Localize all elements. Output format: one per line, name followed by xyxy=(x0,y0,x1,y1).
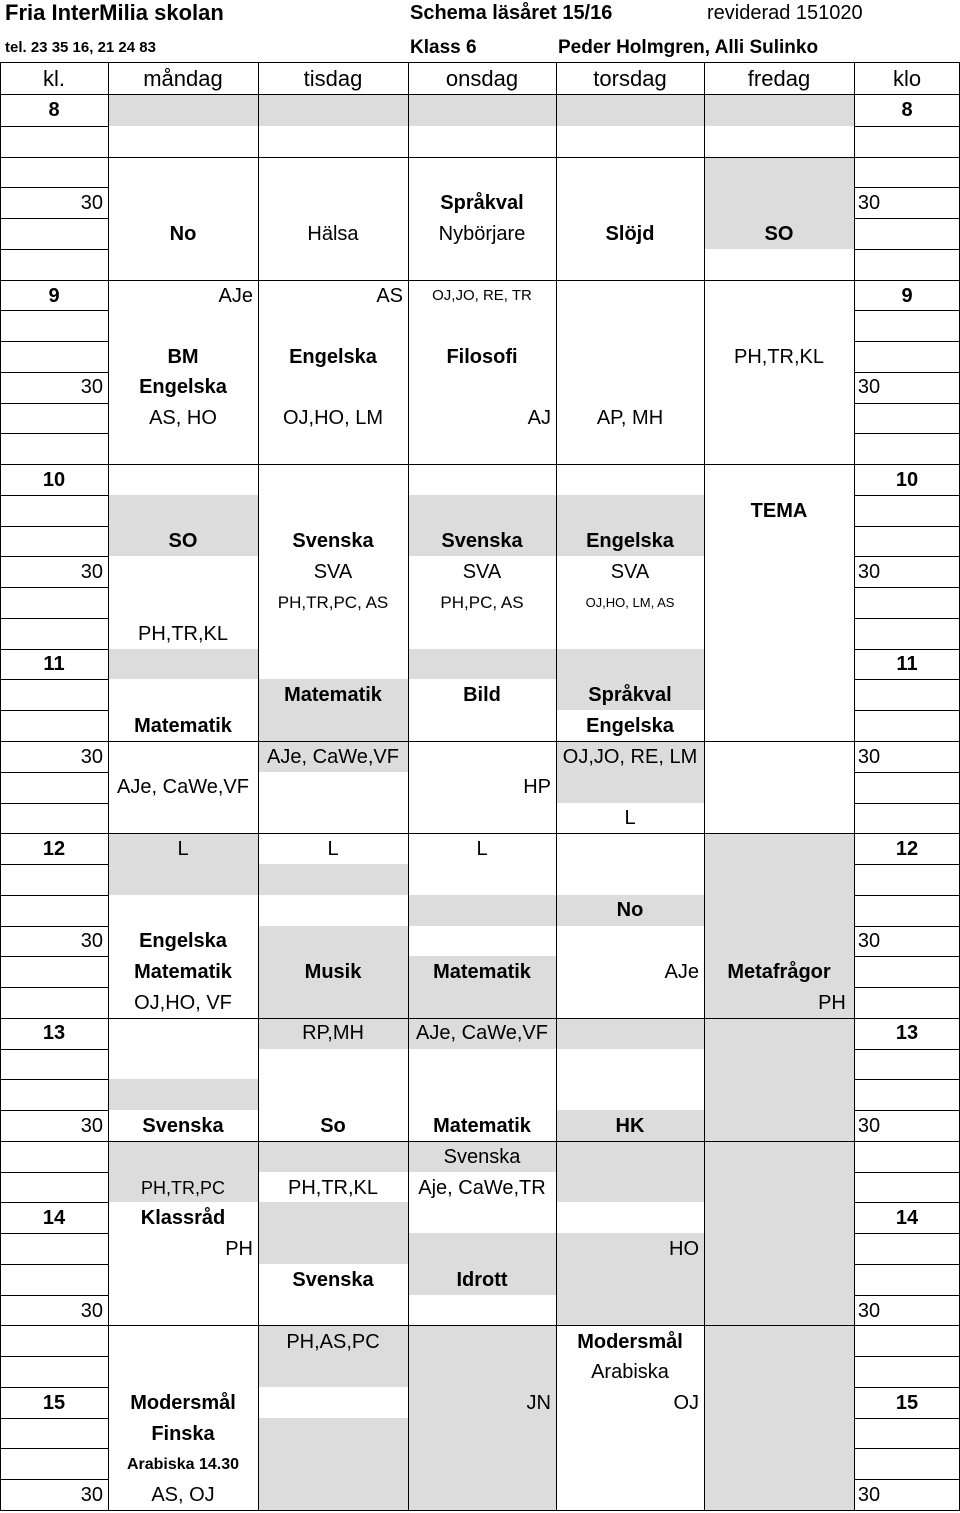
grid-line-h xyxy=(854,403,960,404)
time-1030-right: 30 xyxy=(857,561,881,583)
time-1430-right: 30 xyxy=(857,1300,881,1322)
time-12-right: 12 xyxy=(895,838,919,860)
cell-mon-so: SO xyxy=(168,530,198,552)
grid-line-h xyxy=(0,1510,960,1511)
shaded-block xyxy=(408,1325,556,1387)
grid-line-h xyxy=(0,157,108,158)
grid-line-h xyxy=(0,987,108,988)
grid-line-h xyxy=(854,433,960,434)
time-13-left: 13 xyxy=(42,1022,66,1044)
shaded-block xyxy=(556,1264,704,1325)
grid-line-h xyxy=(0,218,108,219)
schedule-title: Schema läsåret 15/16 xyxy=(410,2,613,24)
phone-number: tel. 23 35 16, 21 24 83 xyxy=(5,39,156,56)
cell-wed-bild: Bild xyxy=(463,684,501,706)
grid-line-h xyxy=(0,341,108,342)
grid-line-h xyxy=(0,495,108,496)
cell-mon-svenska: Svenska xyxy=(142,1115,224,1137)
col-header-wednesday: onsdag xyxy=(445,66,519,91)
time-9-right: 9 xyxy=(901,285,913,307)
shaded-block xyxy=(258,1202,408,1264)
grid-line-h xyxy=(854,1356,960,1357)
cell-mon-klassrad: Klassråd xyxy=(140,1207,226,1229)
grid-line-h xyxy=(108,464,854,465)
col-header-klo: klo xyxy=(892,66,922,91)
grid-line-h xyxy=(854,679,960,680)
cell-tue-sva: SVA xyxy=(313,561,353,583)
cell-wed-aj: AJ xyxy=(527,407,551,429)
grid-line-h xyxy=(0,895,108,896)
grid-line-h xyxy=(0,526,108,527)
cell-thu-slojd: Slöjd xyxy=(605,223,655,245)
grid-line-h xyxy=(0,1172,108,1173)
cell-mon-matematik2: Matematik xyxy=(134,961,232,983)
cell-tue-svenska: Svenska xyxy=(292,530,374,552)
cell-mon-phtrpc: PH,TR,PC xyxy=(140,1178,225,1198)
grid-line-h xyxy=(0,433,108,434)
cell-wed-ajecawevf: AJe, CaWe,VF xyxy=(416,1022,548,1044)
cell-mon-ajecawevf: AJe, CaWe,VF xyxy=(117,776,249,798)
grid-line-h xyxy=(854,495,960,496)
grid-line-h xyxy=(854,1448,960,1449)
grid-line-h xyxy=(854,1172,960,1173)
cell-thu-sprakval: Språkval xyxy=(588,684,672,706)
cell-tue-rpmh: RP,MH xyxy=(302,1022,364,1044)
cell-mon-phtrkl: PH,TR,KL xyxy=(137,623,229,645)
grid-line-v xyxy=(0,62,1,1510)
time-14-right: 14 xyxy=(895,1207,919,1229)
grid-line-h xyxy=(854,1418,960,1419)
cell-wed-jn: JN xyxy=(526,1392,551,1414)
grid-line-h xyxy=(0,126,108,127)
time-11-left: 11 xyxy=(43,653,65,675)
col-header-friday: fredag xyxy=(747,66,811,91)
cell-thu-engelska2: Engelska xyxy=(586,715,674,737)
time-8-left: 8 xyxy=(48,99,60,121)
grid-line-h xyxy=(854,772,960,773)
cell-mon-arabiska: Arabiska 14.30 xyxy=(126,1456,240,1473)
cell-mon-modersmal: Modersmål xyxy=(130,1392,236,1414)
cell-mon-no: No xyxy=(169,223,197,245)
grid-line-h xyxy=(854,1233,960,1234)
cell-tue-ajecawevf: AJe, CaWe,VF xyxy=(267,746,399,768)
cell-wed-ajecawetr: Aje, CaWe,TR xyxy=(418,1177,546,1199)
grid-line-h xyxy=(0,62,960,63)
time-1230-left: 30 xyxy=(80,930,103,952)
cell-tue-phaspc: PH,AS,PC xyxy=(286,1331,380,1353)
cell-wed-phpcas: PH,PC, AS xyxy=(440,593,524,612)
col-header-monday: måndag xyxy=(143,66,223,91)
cell-fri-phtrkl: PH,TR,KL xyxy=(733,346,825,368)
grid-line-h xyxy=(854,218,960,219)
time-10-left: 10 xyxy=(42,469,66,491)
time-830-left: 30 xyxy=(80,192,103,214)
shaded-block xyxy=(108,95,854,126)
grid-line-h xyxy=(0,587,108,588)
cell-mon-bm: BM xyxy=(167,346,199,368)
cell-tue-ojholm: OJ,HO, LM xyxy=(282,407,383,429)
grid-line-h xyxy=(0,710,108,711)
shaded-block xyxy=(108,1079,258,1110)
col-header-kl: kl. xyxy=(43,66,65,91)
grid-line-h xyxy=(0,403,108,404)
cell-tue-as: AS xyxy=(376,285,403,307)
cell-wed-ojjo: OJ,JO, RE, TR xyxy=(432,287,532,304)
cell-tue-l: L xyxy=(327,838,339,860)
time-1530-right: 30 xyxy=(857,1484,881,1506)
grid-line-h xyxy=(0,772,108,773)
cell-thu-no: No xyxy=(616,899,644,921)
grid-line-h xyxy=(0,679,108,680)
cell-thu-sva: SVA xyxy=(610,561,650,583)
grid-line-h xyxy=(854,895,960,896)
grid-line-h xyxy=(108,157,854,158)
cell-thu-arabiska: Arabiska xyxy=(591,1361,669,1383)
shaded-block xyxy=(408,895,556,926)
time-1330-right: 30 xyxy=(857,1115,881,1137)
grid-line-h xyxy=(854,1049,960,1050)
school-name: Fria InterMilia skolan xyxy=(5,0,224,25)
cell-wed-matematik2: Matematik xyxy=(433,1115,531,1137)
grid-line-h xyxy=(854,526,960,527)
grid-line-h xyxy=(854,803,960,804)
cell-wed-idrott: Idrott xyxy=(456,1269,508,1291)
grid-line-h xyxy=(0,1264,108,1265)
cell-wed-svenska2: Svenska xyxy=(443,1146,521,1168)
cell-mon-matematik: Matematik xyxy=(134,715,232,737)
cell-wed-svenska: Svenska xyxy=(441,530,523,552)
cell-wed-nyborjare: Nybörjare xyxy=(438,223,526,245)
grid-line-h xyxy=(0,1049,108,1050)
cell-thu-modersmal: Modersmål xyxy=(577,1331,683,1353)
cell-wed-hp: HP xyxy=(523,776,551,798)
cell-fri-so: SO xyxy=(764,223,794,245)
grid-line-h xyxy=(0,618,108,619)
grid-line-h xyxy=(0,803,108,804)
cell-wed-filosofi: Filosofi xyxy=(446,346,518,368)
cell-tue-svenska2: Svenska xyxy=(292,1269,374,1291)
cell-thu-aje: AJe xyxy=(664,961,699,983)
teacher-names: Peder Holmgren, Alli Sulinko xyxy=(558,37,819,58)
cell-tue-phtrpcas: PH,TR,PC, AS xyxy=(277,593,389,612)
time-1230-right: 30 xyxy=(857,930,881,952)
time-1130-left: 30 xyxy=(80,746,103,768)
grid-line-h xyxy=(108,741,854,742)
grid-line-h xyxy=(108,1325,854,1326)
grid-line-v xyxy=(854,62,855,1510)
grid-line-h xyxy=(854,1079,960,1080)
time-1430-left: 30 xyxy=(80,1300,103,1322)
time-930-right: 30 xyxy=(857,376,881,398)
grid-line-h xyxy=(854,618,960,619)
cell-thu-ho: HO xyxy=(669,1238,699,1260)
cell-mon-asoj: AS, OJ xyxy=(151,1484,215,1506)
time-1530-left: 30 xyxy=(80,1484,103,1506)
cell-thu-ojholmas: OJ,HO, LM, AS xyxy=(585,595,675,610)
cell-fri-ph: PH xyxy=(818,992,846,1014)
cell-thu-hk: HK xyxy=(615,1115,645,1137)
grid-line-h xyxy=(0,1079,108,1080)
cell-mon-ojhovf: OJ,HO, VF xyxy=(134,992,232,1014)
cell-wed-matematik: Matematik xyxy=(433,961,531,983)
time-1330-left: 30 xyxy=(80,1115,103,1137)
time-830-right: 30 xyxy=(857,192,881,214)
time-15-left: 15 xyxy=(42,1392,66,1414)
time-11-right: 11 xyxy=(896,653,918,675)
grid-line-h xyxy=(0,1448,108,1449)
grid-line-h xyxy=(854,1141,960,1142)
cell-tue-halsa: Hälsa xyxy=(307,223,359,245)
shaded-block xyxy=(258,1418,408,1510)
cell-thu-l: L xyxy=(624,807,636,829)
cell-mon-ph: PH xyxy=(225,1238,253,1260)
grid-line-h xyxy=(854,710,960,711)
col-header-tuesday: tisdag xyxy=(303,66,363,91)
cell-thu-engelska: Engelska xyxy=(586,530,674,552)
grid-line-h xyxy=(854,126,960,127)
grid-line-h xyxy=(854,587,960,588)
grid-line-h xyxy=(0,94,960,95)
time-14-left: 14 xyxy=(42,1207,66,1229)
cell-thu-apmh: AP, MH xyxy=(596,407,664,429)
revision-date: reviderad 151020 xyxy=(707,2,863,24)
time-9-left: 9 xyxy=(48,285,60,307)
cell-mon-l: L xyxy=(177,838,189,860)
cell-mon-aje: AJe xyxy=(218,285,253,307)
cell-thu-ojjorelm: OJ,JO, RE, LM xyxy=(562,746,698,768)
cell-tue-so: So xyxy=(320,1115,346,1137)
time-13-right: 13 xyxy=(895,1022,919,1044)
grid-line-h xyxy=(0,249,108,250)
grid-line-h xyxy=(0,1356,108,1357)
grid-line-h xyxy=(854,341,960,342)
cell-mon-engelska2: Engelska xyxy=(139,930,227,952)
cell-wed-sprakval: Språkval xyxy=(440,192,524,214)
grid-line-h xyxy=(854,249,960,250)
time-1030-left: 30 xyxy=(80,561,103,583)
time-930-left: 30 xyxy=(80,376,103,398)
grid-line-h xyxy=(854,956,960,957)
cell-wed-sva: SVA xyxy=(462,561,502,583)
grid-line-h xyxy=(0,864,108,865)
time-15-right: 15 xyxy=(895,1392,919,1414)
cell-tue-matematik: Matematik xyxy=(284,684,382,706)
cell-tue-phtrkl: PH,TR,KL xyxy=(287,1177,379,1199)
grid-line-h xyxy=(854,864,960,865)
grid-line-v xyxy=(556,62,557,1510)
cell-thu-oj: OJ xyxy=(673,1392,699,1414)
time-12-left: 12 xyxy=(42,838,66,860)
grid-line-h xyxy=(0,1141,108,1142)
grid-line-h xyxy=(854,1264,960,1265)
time-1130-right: 30 xyxy=(857,746,881,768)
grid-line-h xyxy=(854,157,960,158)
cell-mon-asho: AS, HO xyxy=(149,407,217,429)
time-8-right: 8 xyxy=(901,99,913,121)
cell-tue-engelska: Engelska xyxy=(289,346,377,368)
cell-fri-metafragor: Metafrågor xyxy=(727,961,831,983)
shaded-block xyxy=(108,649,258,679)
grid-line-h xyxy=(0,1233,108,1234)
time-10-right: 10 xyxy=(895,469,919,491)
cell-mon-finska: Finska xyxy=(151,1423,215,1445)
shaded-block xyxy=(258,864,408,895)
cell-fri-tema: TEMA xyxy=(750,500,808,522)
shaded-block xyxy=(705,1079,854,1510)
cell-wed-l: L xyxy=(476,838,488,860)
cell-mon-engelska: Engelska xyxy=(139,376,227,398)
col-header-thursday: torsdag xyxy=(593,66,667,91)
cell-tue-musik: Musik xyxy=(304,961,362,983)
class-name: Klass 6 xyxy=(410,37,477,58)
grid-line-h xyxy=(0,956,108,957)
grid-line-h xyxy=(0,1418,108,1419)
grid-line-v xyxy=(704,62,705,1510)
